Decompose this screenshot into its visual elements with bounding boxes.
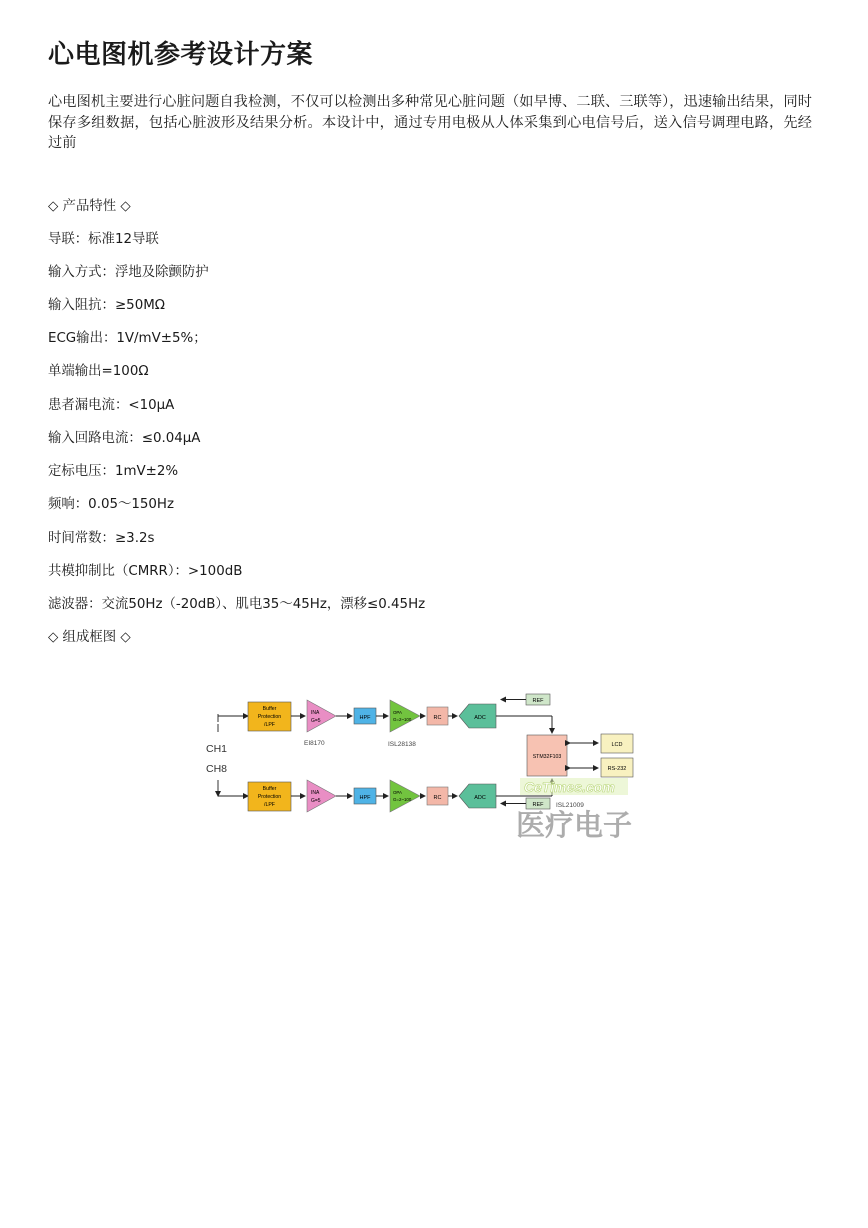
ch1-label: CH1 [206, 743, 228, 755]
watermark-logo: 医疗电子 [516, 810, 633, 842]
bottom-opa-label-2: G=2~100 [393, 797, 412, 802]
top-adc-label: ADC [474, 715, 486, 721]
ch8-label: CH8 [206, 763, 228, 775]
mcu-label: STM32F103 [532, 754, 562, 760]
rs232-label: RS-232 [607, 766, 627, 772]
top-ref-label: REF [532, 698, 544, 704]
feature-item: 滤波器：交流50Hz（-20dB）、肌电35～45Hz，漂移≤0.45Hz [48, 597, 426, 612]
top-ina-part: EI8170 [304, 740, 325, 747]
top-hpf-label: HPF [359, 715, 371, 721]
top-ina-amplifier [307, 700, 336, 732]
bottom-ref-label: REF [532, 802, 544, 808]
top-opa-part: ISL28138 [388, 741, 416, 748]
top-ina-label-2: G=5 [311, 718, 321, 724]
bottom-hpf-label: HPF [359, 795, 371, 801]
bottom-buffer-label-1: Buffer [262, 786, 277, 792]
intro-paragraph: 心电图机主要进行心脏问题自我检测，不仅可以检测出多种常见心脏问题（如早博、二联、三联等），迅速输出结果，同时保存多组数据，包括心脏波形及结果分析。本设计中，通过专用电极从人体采集到心电信号后，送入信号调理电路，先经过前 [48, 94, 812, 151]
top-buffer-label-3: /LPF [264, 722, 275, 728]
feature-item: 定标电压：1mV±2% [48, 464, 179, 479]
bottom-opa-label-1: OPA [393, 790, 402, 795]
block-diagram [204, 692, 664, 842]
page-title: 心电图机参考设计方案 [48, 40, 314, 70]
bottom-ref-part: ISL21009 [556, 802, 584, 809]
top-ina-label-1: INA [311, 710, 320, 716]
bottom-buffer-label-2: Protection [257, 794, 282, 800]
diagram-heading: ◇ 组成框图 ◇ [48, 630, 131, 645]
bottom-ina-amplifier [307, 780, 336, 812]
top-buffer-label-1: Buffer [262, 706, 277, 712]
feature-item: 共模抑制比（CMRR）：>100dB [48, 564, 243, 579]
bottom-adc-label: ADC [474, 795, 486, 801]
feature-item: 输入回路电流：≤0.04μA [48, 431, 201, 446]
feature-item: 输入阻抗：≥50MΩ [48, 298, 165, 313]
lcd-label: LCD [611, 742, 623, 748]
feature-item: 频响：0.05～150Hz [48, 497, 175, 512]
feature-item: 导联：标准12导联 [48, 232, 159, 247]
top-opa-amplifier [390, 700, 420, 732]
feature-item: 单端输出=100Ω [48, 364, 149, 379]
bottom-opa-amplifier [390, 780, 420, 812]
bottom-rc-label: RC [433, 795, 442, 801]
top-buffer-label-2: Protection [257, 714, 282, 720]
feature-item: 患者漏电流：<10μA [48, 398, 175, 413]
bottom-buffer-label-3: /LPF [264, 802, 275, 808]
top-rc-label: RC [433, 715, 442, 721]
top-opa-label-2: G=2~100 [393, 717, 412, 722]
bottom-ina-label-1: INA [311, 790, 320, 796]
features-heading: ◇ 产品特性 ◇ [48, 199, 131, 214]
watermark-site: CeTimes.com [524, 779, 615, 795]
bottom-ina-label-2: G=5 [311, 798, 321, 804]
feature-item: ECG输出：1V/mV±5%； [48, 331, 207, 346]
feature-item: 时间常数：≥3.2s [48, 531, 155, 546]
feature-item: 输入方式：浮地及除颤防护 [48, 265, 209, 280]
top-opa-label-1: OPA [393, 710, 402, 715]
